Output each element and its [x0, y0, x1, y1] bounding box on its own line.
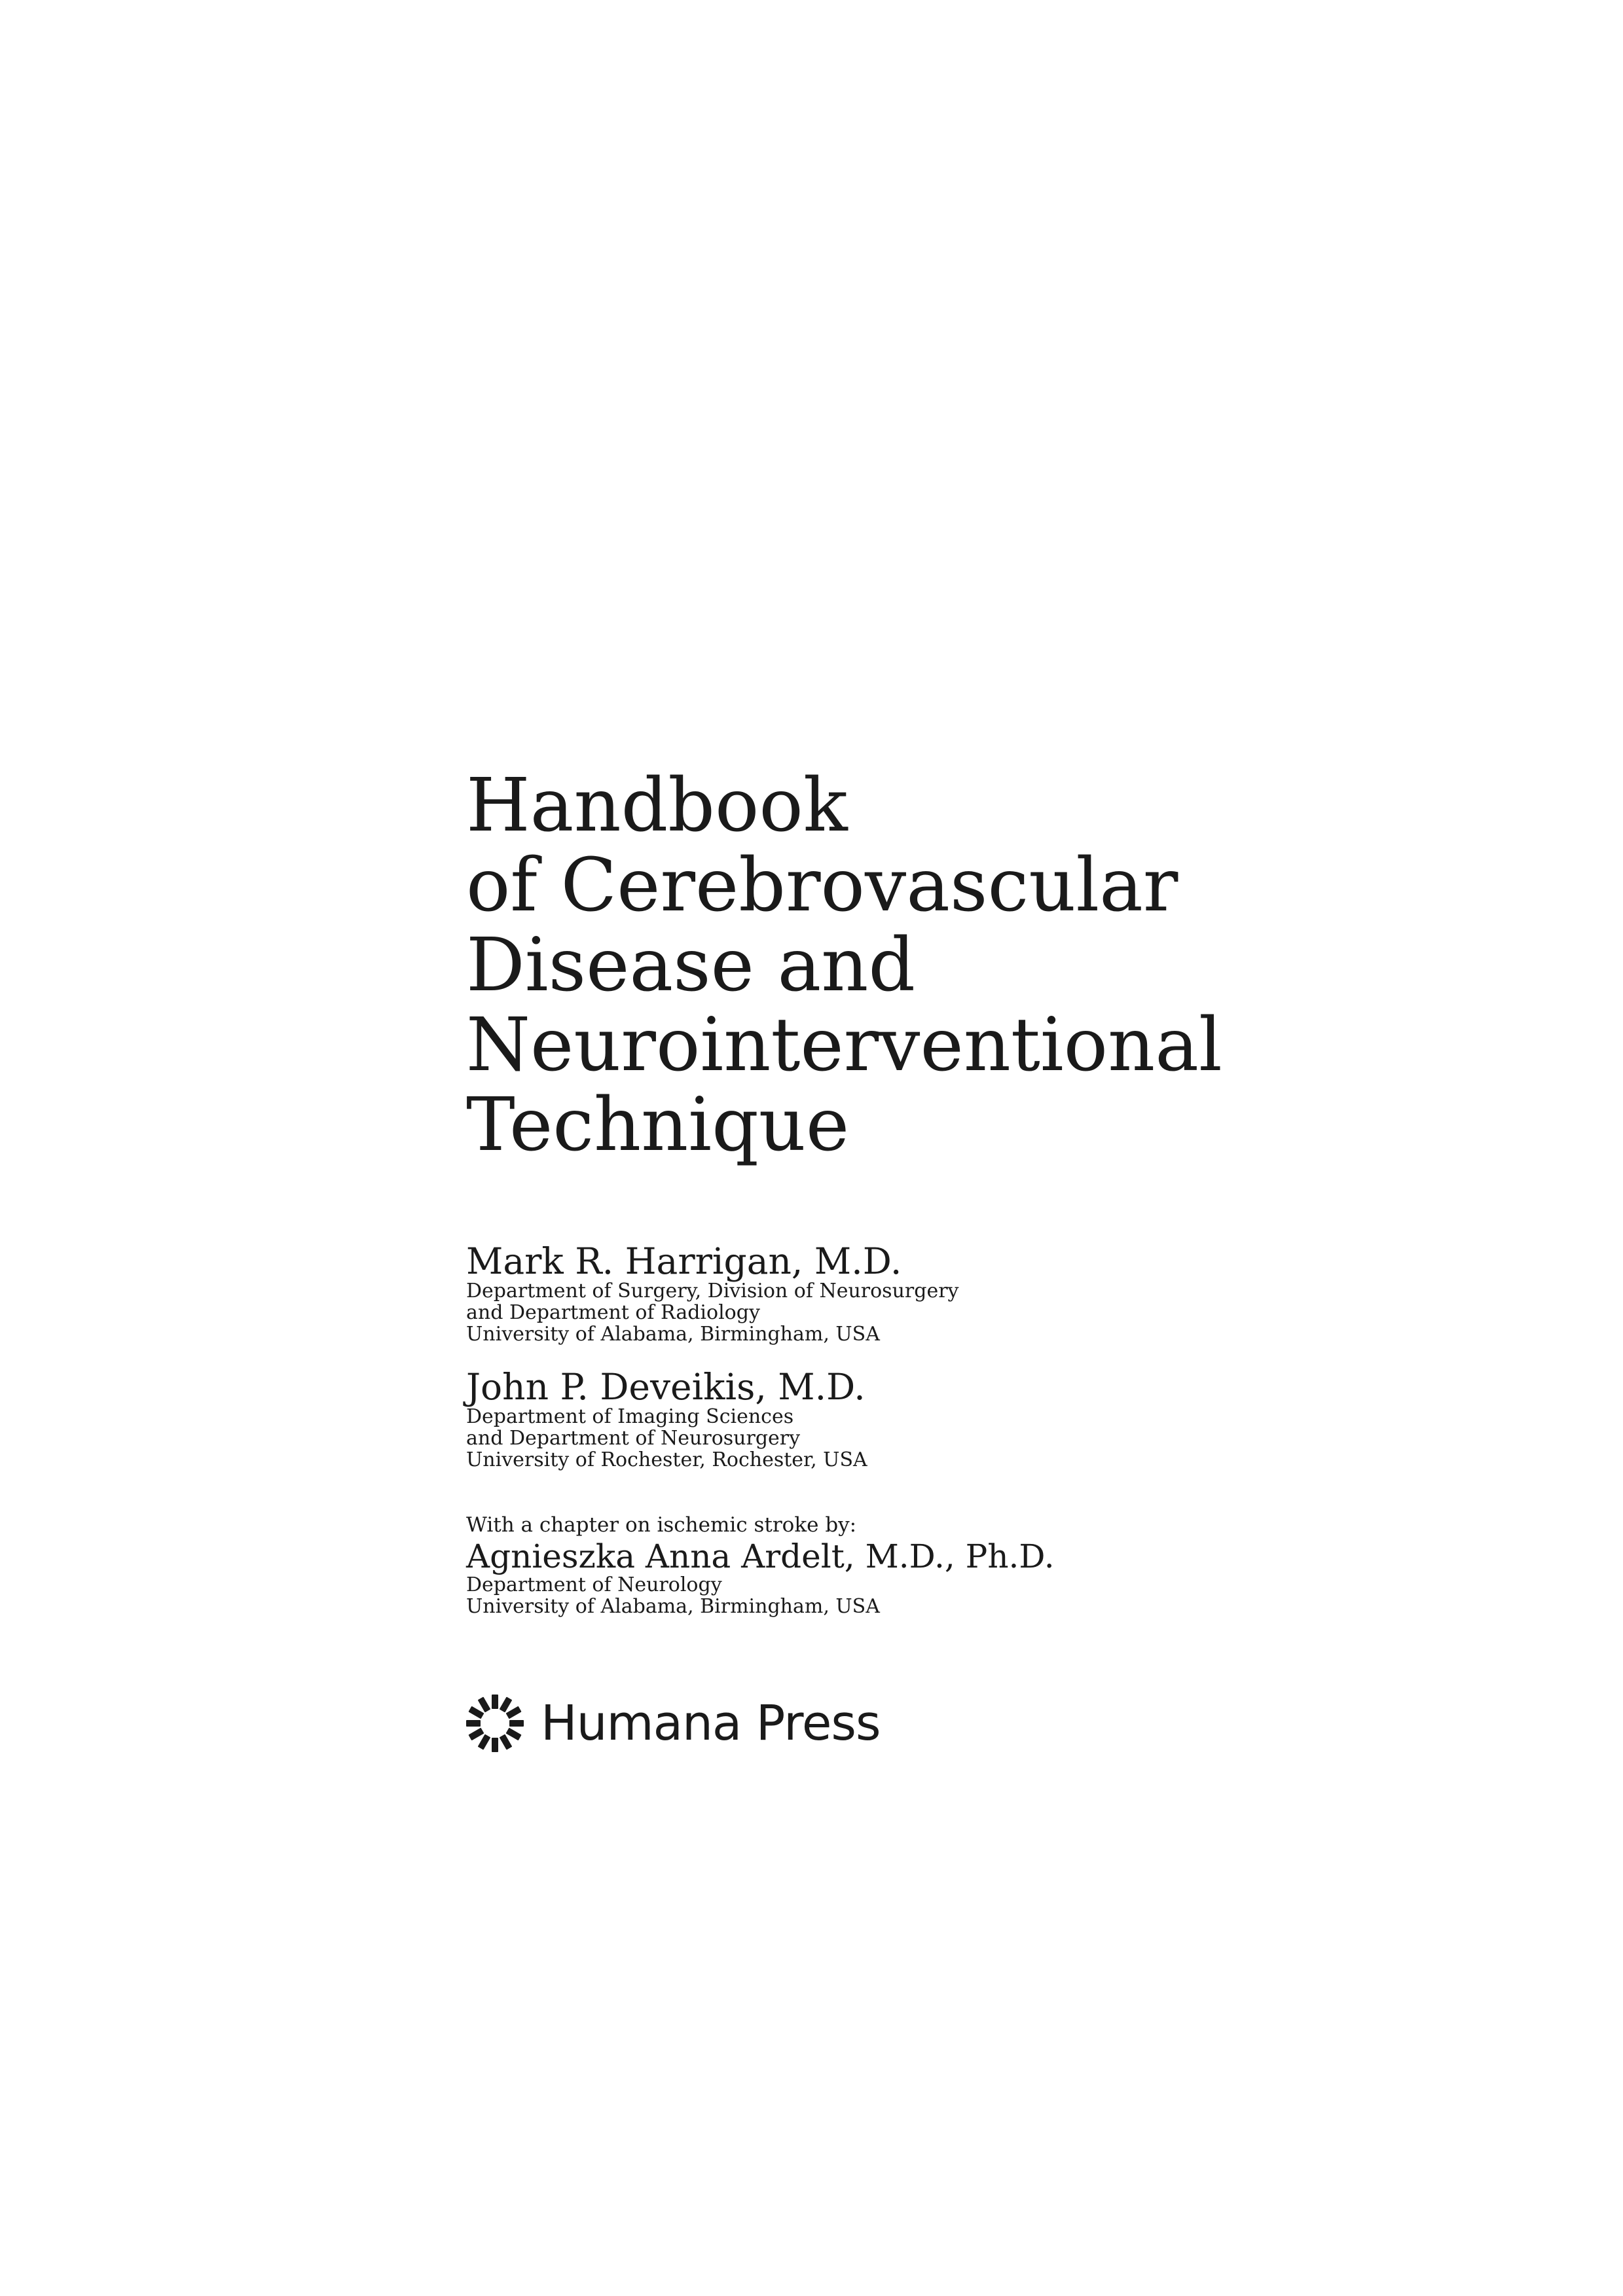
affiliation-line: and Department of Radiology	[466, 1301, 760, 1324]
title-line: Disease and	[466, 923, 916, 1008]
title-line: of Cerebrovascular	[466, 843, 1178, 928]
affiliation-line: Department of Surgery, Division of Neurosurgery	[466, 1280, 959, 1302]
title-line: Handbook	[466, 763, 848, 848]
chapter-contributor-intro: With a chapter on ischemic stroke by:	[466, 1513, 857, 1537]
title-line: Technique	[466, 1083, 850, 1168]
affiliation-line: Department of Neurology	[466, 1573, 722, 1596]
author-block-harrigan	[466, 1242, 959, 1345]
book-title	[466, 763, 1222, 1168]
author-block-deveikis	[466, 1368, 867, 1471]
author-name: John P. Deveikis, M.D.	[466, 1366, 866, 1408]
affiliation-line: University of Alabama, Birmingham, USA	[466, 1595, 880, 1618]
chapter-contributor-block	[466, 1514, 1055, 1617]
affiliation-line: University of Alabama, Birmingham, USA	[466, 1323, 880, 1346]
author-name: Agnieszka Anna Ardelt, M.D., Ph.D.	[466, 1537, 1055, 1575]
affiliation-line: and Department of Neurosurgery	[466, 1427, 801, 1450]
author-name: Mark R. Harrigan, M.D.	[466, 1240, 902, 1282]
title-line: Neurointerventional	[466, 1003, 1222, 1088]
publisher-logo	[464, 1692, 881, 1755]
publisher-name: Humana Press	[541, 1695, 881, 1751]
affiliation-line: Department of Imaging Sciences	[466, 1405, 794, 1428]
affiliation-line: University of Rochester, Rochester, USA	[466, 1448, 867, 1471]
sunburst-icon	[464, 1692, 526, 1755]
